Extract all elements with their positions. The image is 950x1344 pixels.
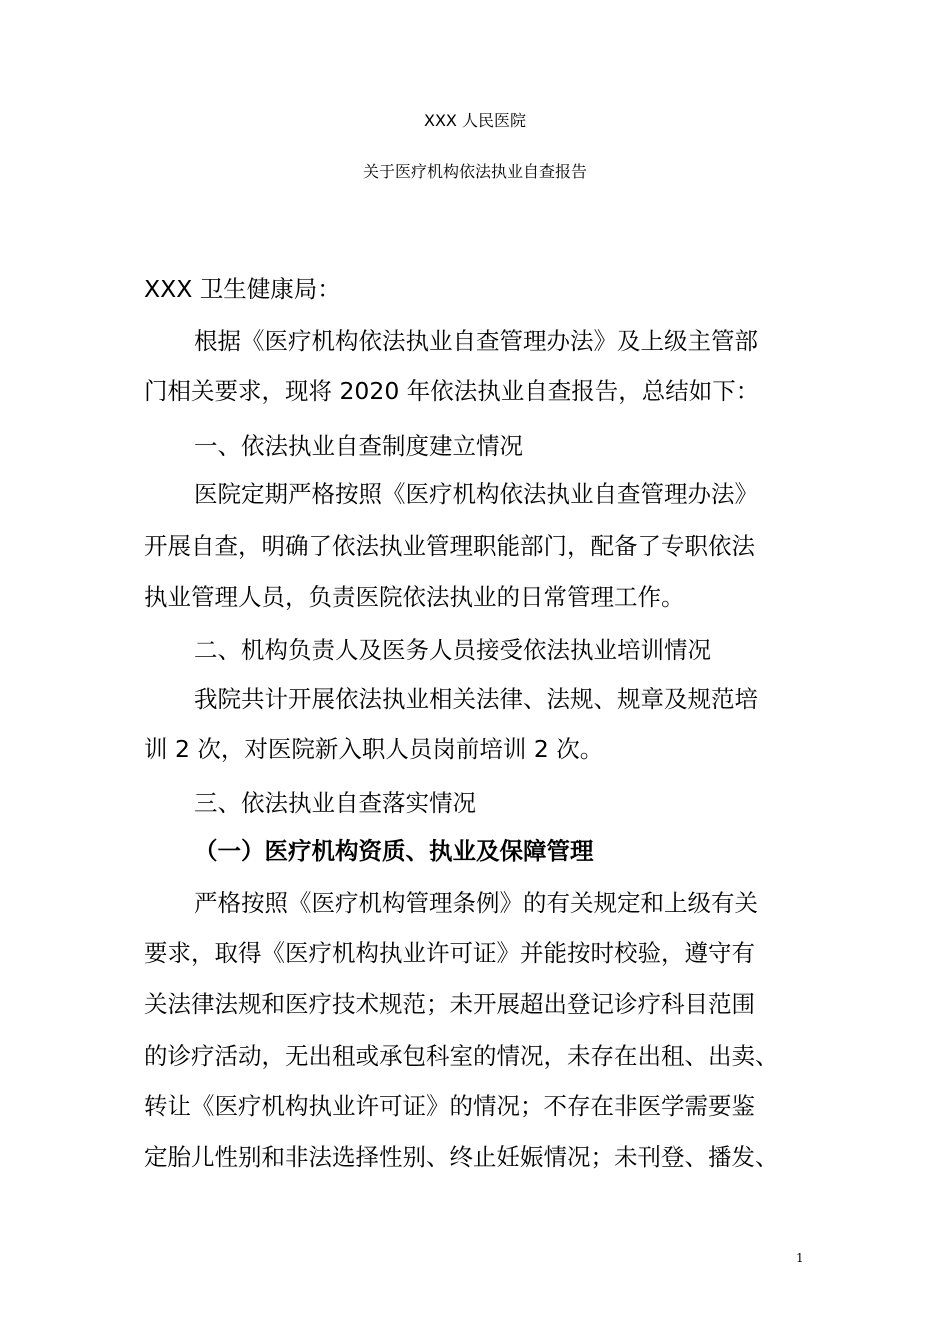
paragraph-line: 训 2 次，对医院新入职人员岗前培训 2 次。 — [144, 735, 604, 763]
document-title-line-1: XXX 人民医院 — [424, 111, 526, 130]
paragraph-line: 门相关要求，现将 2020 年依法执业自查报告，总结如下： — [144, 377, 760, 405]
paragraph-line: 根据《医疗机构依法执业自查管理办法》及上级主管部 — [194, 327, 758, 355]
subsection-heading: （一）医疗机构资质、执业及保障管理 — [194, 837, 594, 865]
section-heading-3: 三、依法执业自查落实情况 — [194, 789, 476, 817]
paragraph-line: 定胎儿性别和非法选择性别、终止妊娠情况；未刊登、播发、 — [144, 1143, 779, 1171]
paragraph-line: 转让《医疗机构执业许可证》的情况；不存在非医学需要鉴 — [144, 1092, 755, 1120]
document-title-line-2: 关于医疗机构依法执业自查报告 — [362, 162, 587, 181]
section-heading-1: 一、依法执业自查制度建立情况 — [194, 432, 523, 460]
paragraph-line: 严格按照《医疗机构管理条例》的有关规定和上级有关 — [194, 889, 758, 917]
paragraph-line: 执业管理人员，负责医院依法执业的日常管理工作。 — [144, 583, 685, 611]
page-number: 1 — [796, 1251, 804, 1265]
salutation: XXX 卫生健康局： — [144, 275, 341, 303]
paragraph-line: 要求，取得《医疗机构执业许可证》并能按时校验，遵守有 — [144, 939, 755, 967]
paragraph-line: 开展自查，明确了依法执业管理职能部门，配备了专职依法 — [144, 532, 755, 560]
paragraph-line: 关法律法规和医疗技术规范；未开展超出登记诊疗科目范围 — [144, 990, 755, 1018]
paragraph-line: 我院共计开展依法执业相关法律、法规、规章及规范培 — [194, 685, 758, 713]
paragraph-line: 医院定期严格按照《医疗机构依法执业自查管理办法》 — [194, 480, 758, 508]
section-heading-2: 二、机构负责人及医务人员接受依法执业培训情况 — [194, 636, 711, 664]
paragraph-line: 的诊疗活动，无出租或承包科室的情况，未存在出租、出卖、 — [144, 1042, 779, 1070]
